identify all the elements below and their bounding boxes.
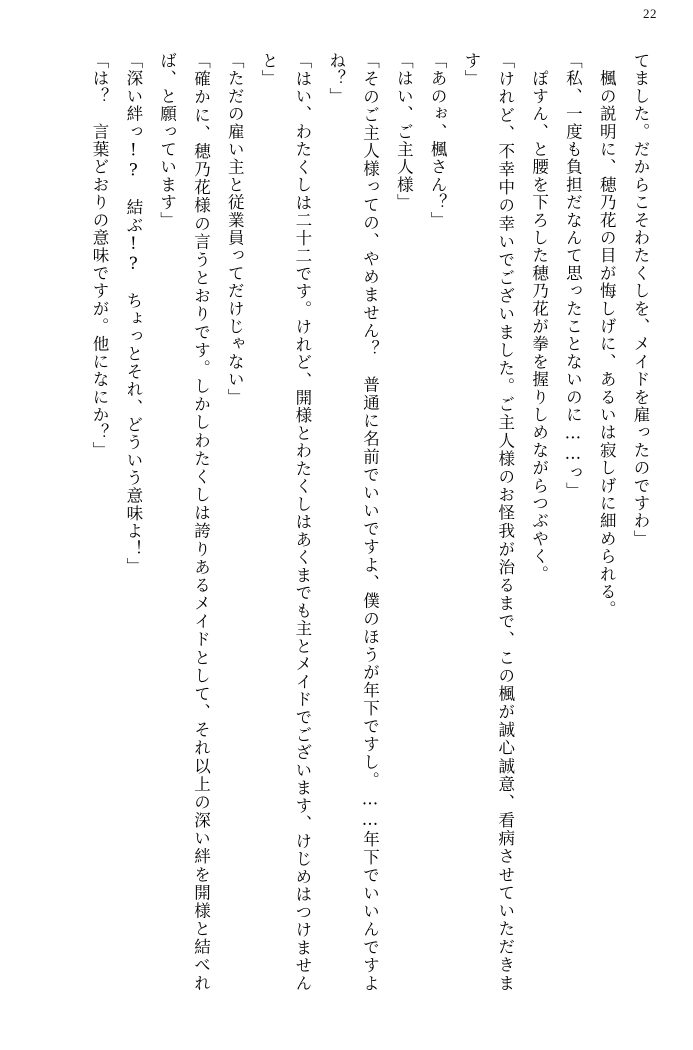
paragraph: 「そのご主人様っての、やめません？ 普通に名前でいいですよ、僕のほうが年下ですし。……年下でいいんですよね？」 — [326, 52, 380, 992]
paragraph: 「深い絆っ!? 結ぶ!? ちょっとそれ、どういう意味よ！」 — [123, 52, 143, 576]
paragraph: てました。だからこそわたくしを、メイドを雇ったのですわ」 — [631, 52, 650, 548]
page-number: 22 — [643, 6, 657, 21]
paragraph: 楓の説明に、穂乃花の目が悔しげに、あるいは寂しげに細められる。 — [597, 52, 617, 619]
paragraph: 「けれど、不幸中の幸いでございました。ご主人様のお怪我が治るまで、この楓が誠心誠意、看病させていただきます」 — [461, 52, 515, 992]
paragraph: ぽすん、と腰を下ろした穂乃花が拳を握りしめながらつぶやく。 — [529, 52, 549, 583]
page-body-text — [36, 52, 657, 992]
paragraph: 「あのぉ、楓さん？」 — [428, 52, 448, 229]
paragraph: 「はい、わたくしは二十二です。けれど、開様とわたくしはあくまでも主とメイドでございます、けじめはつけませんと」 — [259, 52, 312, 992]
paragraph: 「確かに、穂乃花様の言うとおりです。しかしわたくしは誇りあるメイドとして、それ以上の深い絆を開様と結べれば、と願っています」 — [157, 52, 211, 992]
paragraph: 「ただの雇い主と従業員ってだけじゃない」 — [225, 52, 245, 406]
paragraph: 「私、一度も負担だなんて思ったことないのに……っ」 — [563, 52, 583, 500]
paragraph: 「はい、ご主人様」 — [394, 52, 414, 212]
paragraph: 「は？ 言葉どおりの意味ですが。他になにか？」 — [90, 52, 109, 460]
